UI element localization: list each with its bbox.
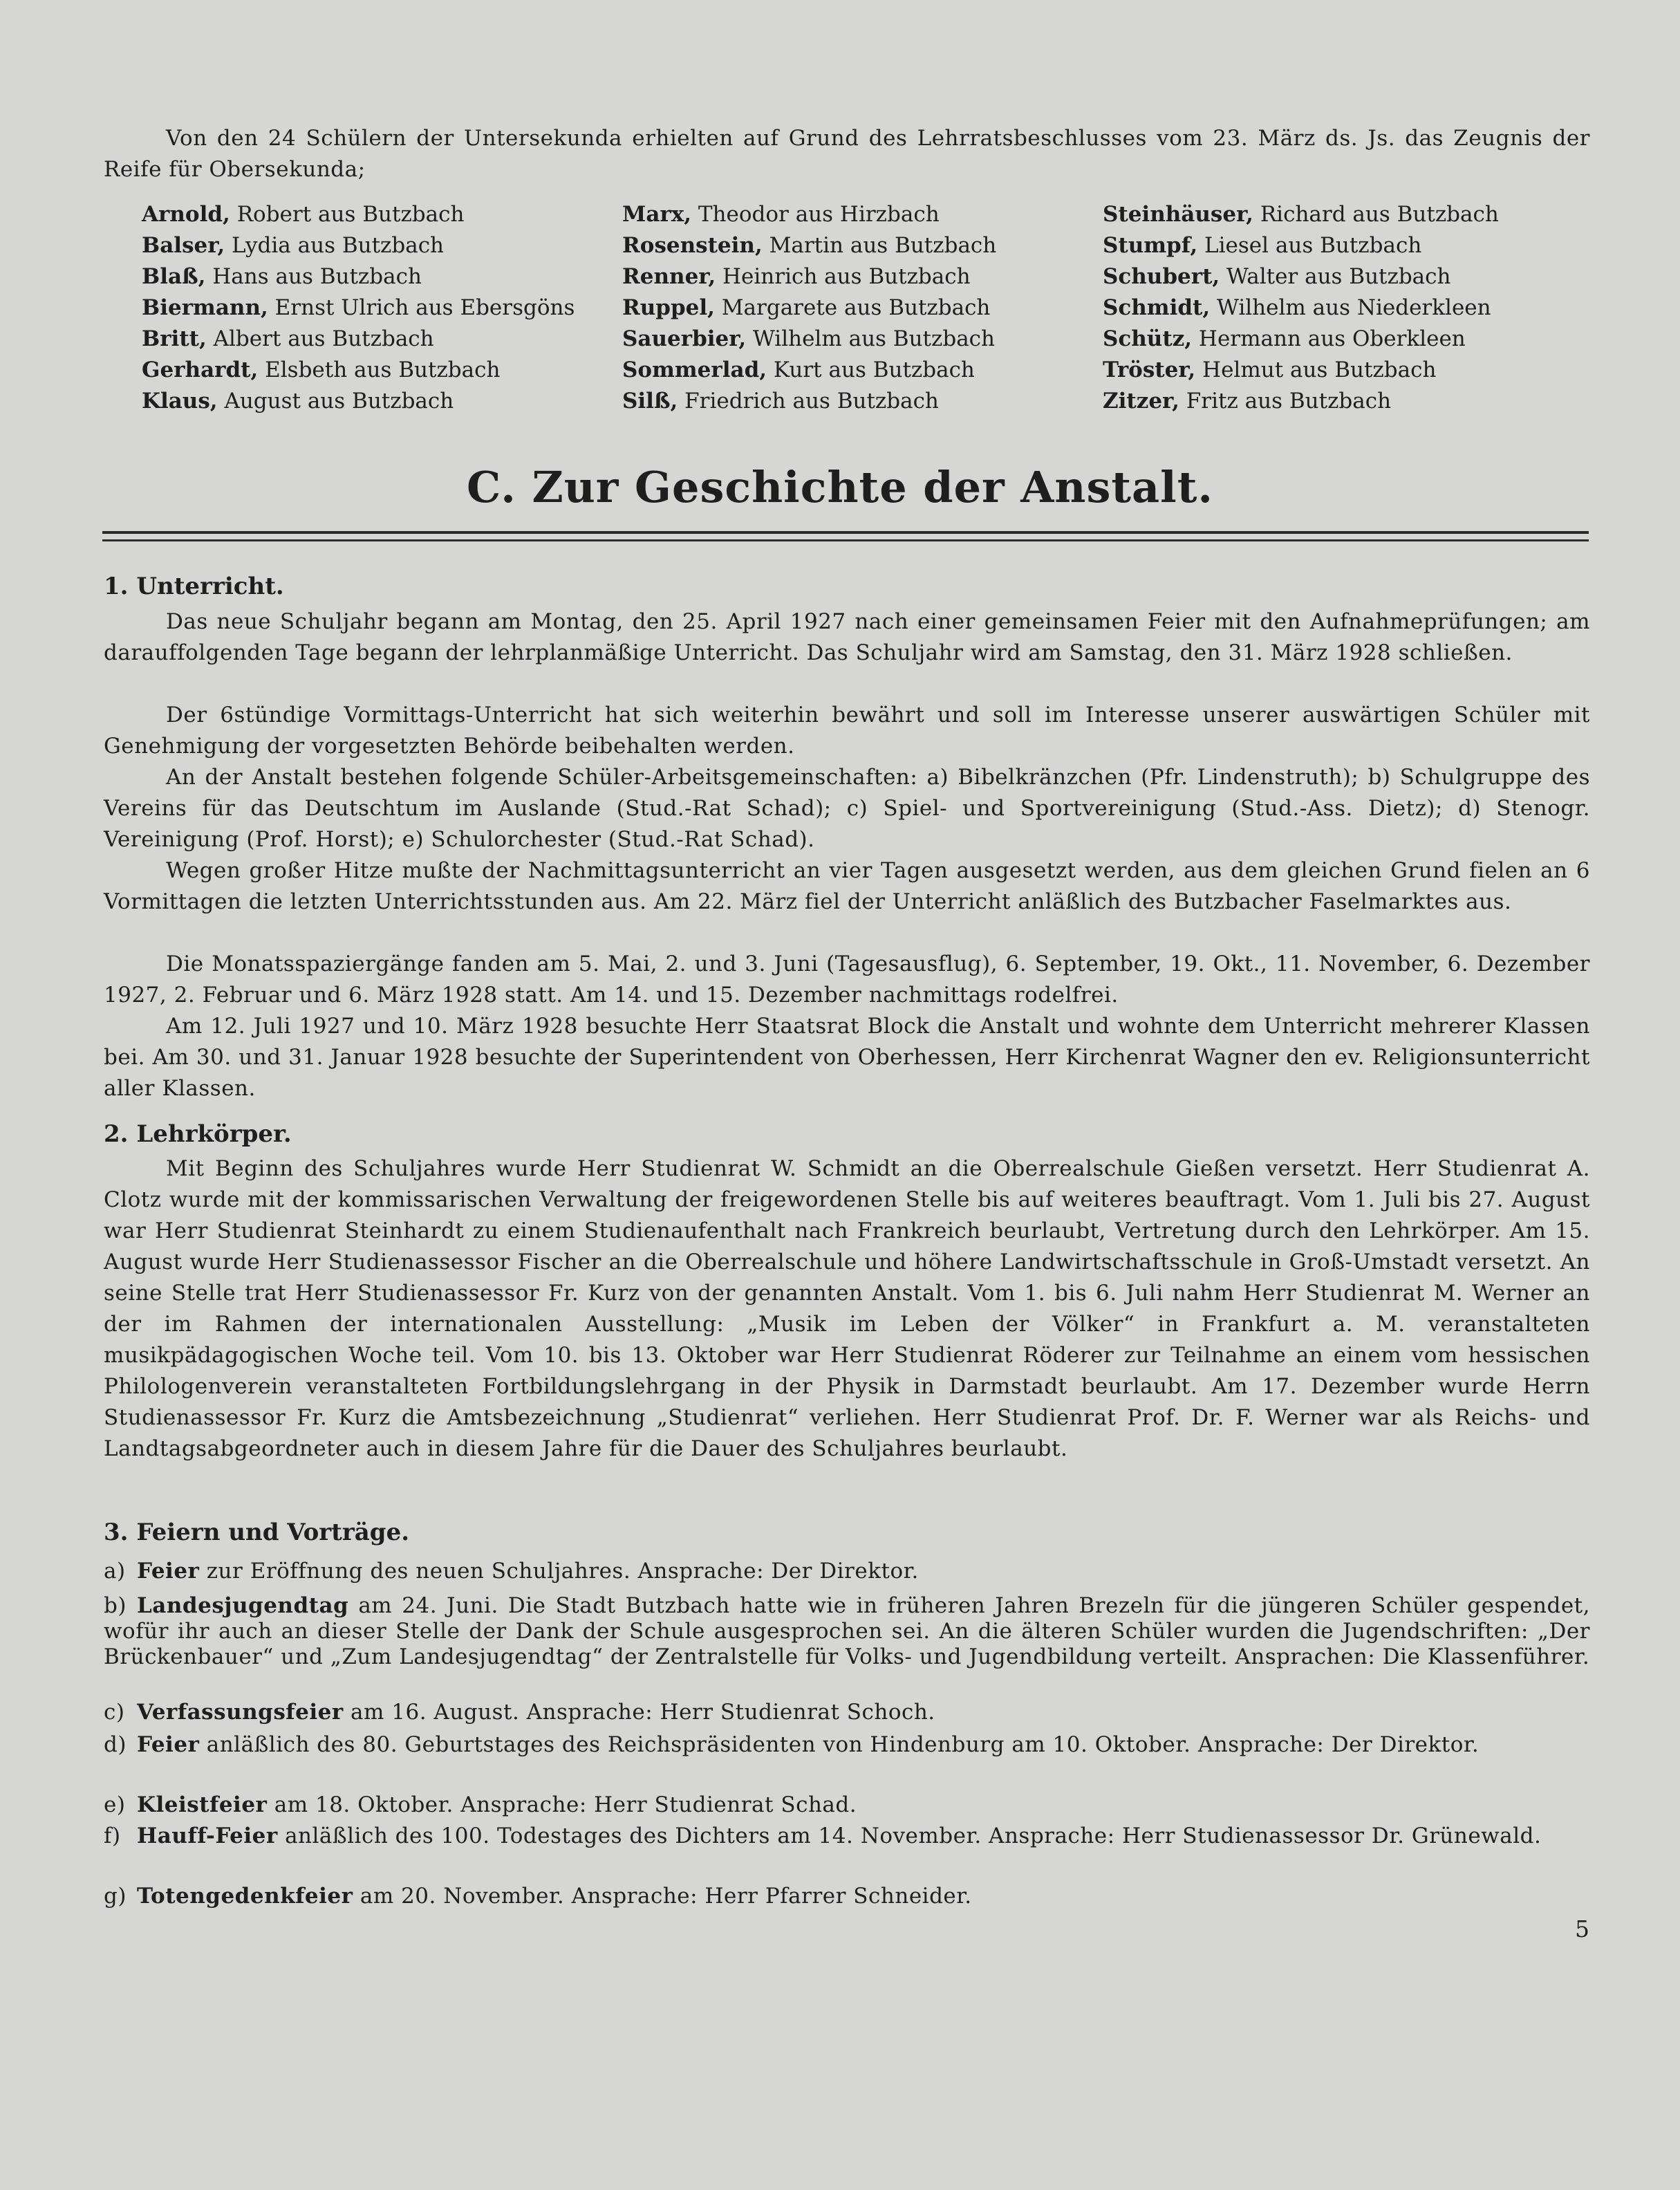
list-item [142, 230, 575, 261]
student-detail: Ernst Ulrich aus Ebersgöns [268, 295, 575, 320]
student-detail: Hermann aus Oberkleen [1192, 326, 1466, 351]
list-item [104, 1792, 1590, 1818]
item-text: am 24. Juni. Die Stadt Butzbach hatte wie in früheren Jahren Brezeln für die jüngeren Schüler gespendet, wofür ihr auch an dieser Stelle der Dank der Schule ausgesprochen sei. An die älteren Schüler wurden die Jugendschriften: „Der Brückenbauer“ und „Zum Landesjugendtag“ der Zentralstelle für Volks- und Jugendbildung verteilt. Ansprachen: Die Klassenführer. [104, 1593, 1590, 1669]
item-label: a) [104, 1559, 126, 1584]
student-detail: Wilhelm aus Niederkleen [1210, 295, 1491, 320]
list-item [622, 324, 996, 355]
student-column-2 [622, 199, 996, 417]
list-item [1103, 386, 1499, 417]
student-detail: August aus Butzbach [217, 389, 454, 414]
student-surname: Klaus, [142, 389, 218, 414]
student-detail: Kurt aus Butzbach [767, 358, 975, 382]
student-column-1 [142, 199, 575, 417]
student-surname: Steinhäuser, [1103, 202, 1253, 227]
student-column-3 [1103, 199, 1499, 417]
student-detail: Martin aus Butzbach [762, 233, 997, 258]
item-label: c) [104, 1700, 125, 1725]
student-detail: Elsbeth aus Butzbach [258, 358, 501, 382]
list-item [104, 1732, 1590, 1758]
item-label: f) [104, 1824, 121, 1848]
list-item [142, 355, 575, 386]
item-text: am 20. November. Ansprache: Herr Pfarrer Schneider. [353, 1884, 972, 1909]
student-detail: Helmut aus Butzbach [1195, 358, 1437, 382]
student-surname: Gerhardt, [142, 358, 259, 382]
unterricht-paragraph-3: An der Anstalt bestehen folgende Schüler-Arbeitsgemeinschaften: a) Bibelkränzchen (Pfr. Lindenstruth); b) Schulgruppe des Vereins für das Deutschtum im Auslande (Stud.-Rat Schad); c) Spiel- und Sportvereinigung (Stud.-Ass. Dietz); d) Stenogr. Vereinigung (Prof. Horst); e) Schulorchester (Stud.-Rat Schad). [104, 765, 1590, 852]
item-label: g) [104, 1884, 127, 1909]
list-item [1103, 199, 1499, 230]
item-label: b) [104, 1593, 127, 1618]
page-number: 5 [1575, 1915, 1589, 1942]
student-detail: Richard aus Butzbach [1253, 202, 1499, 227]
list-item [622, 355, 996, 386]
student-surname: Schütz, [1103, 326, 1193, 351]
item-text: anläßlich des 80. Geburtstages des Reichspräsidenten von Hindenburg am 10. Oktober. Ansprache: Der Direktor. [199, 1732, 1480, 1757]
intro-paragraph: Von den 24 Schülern der Untersekunda erhielten auf Grund des Lehrratsbeschlusses vom 23. März ds. Js. das Zeugnis der Reife für Obersekunda; [104, 126, 1590, 182]
list-item [104, 1884, 1590, 1909]
title-rule-top [102, 531, 1589, 534]
item-title: Landesjugendtag [137, 1593, 349, 1618]
student-detail: Lydia aus Butzbach [225, 233, 445, 258]
item-title: Hauff-Feier [137, 1824, 278, 1848]
student-surname: Schubert, [1103, 264, 1220, 289]
list-item [142, 324, 575, 355]
list-item [142, 199, 575, 230]
student-surname: Balser, [142, 233, 225, 258]
student-detail: Liesel aus Butzbach [1197, 233, 1422, 258]
item-title: Feier [137, 1559, 200, 1584]
item-title: Feier [137, 1732, 200, 1757]
student-surname: Schmidt, [1103, 295, 1211, 320]
list-item [142, 386, 575, 417]
student-detail: Robert aus Butzbach [230, 202, 465, 227]
section-title: C. Zur Geschichte der Anstalt. [467, 462, 1213, 512]
unterricht-paragraph-1: Das neue Schuljahr begann am Montag, den 25. April 1927 nach einer gemeinsamen Feier mit den Aufnahmeprüfungen; am darauffolgenden Tage begann der lehrplanmäßige Unterricht. Das Schuljahr wird am Samstag, den 31. März 1928 schließen. [104, 609, 1590, 665]
student-surname: Sommerlad, [622, 358, 767, 382]
item-text: zur Eröffnung des neuen Schuljahres. Ansprache: Der Direktor. [199, 1559, 919, 1584]
student-surname: Zitzer, [1103, 389, 1179, 414]
item-label: e) [104, 1792, 126, 1817]
list-item [622, 293, 996, 324]
list-item [622, 230, 996, 261]
item-text: am 16. August. Ansprache: Herr Studienrat Schoch. [343, 1700, 935, 1725]
student-detail: Friedrich aus Butzbach [678, 389, 939, 414]
student-surname: Renner, [622, 264, 716, 289]
list-item [1103, 230, 1499, 261]
heading-lehrkoerper: 2. Lehrkörper. [104, 1120, 292, 1148]
list-item [142, 261, 575, 293]
student-surname: Blaß, [142, 264, 206, 289]
student-detail: Walter aus Butzbach [1220, 264, 1451, 289]
student-surname: Arnold, [142, 202, 230, 227]
list-item [104, 1824, 1590, 1849]
student-surname: Rosenstein, [622, 233, 763, 258]
item-title: Kleistfeier [137, 1792, 268, 1817]
list-item [1103, 293, 1499, 324]
student-surname: Sauerbier, [622, 326, 747, 351]
list-item [1103, 355, 1499, 386]
student-detail: Margarete aus Butzbach [714, 295, 991, 320]
item-title: Verfassungsfeier [137, 1700, 344, 1725]
list-item [104, 1593, 1590, 1670]
item-label: d) [104, 1732, 127, 1757]
list-item [1103, 261, 1499, 293]
student-surname: Britt, [142, 326, 207, 351]
list-item [622, 386, 996, 417]
unterricht-paragraph-2: Der 6stündige Vormittags-Unterricht hat sich weiterhin bewährt und soll im Interesse unserer auswärtigen Schüler mit Genehmigung der vorgesetzten Behörde beibehalten werden. [104, 703, 1590, 759]
list-item [142, 293, 575, 324]
heading-unterricht: 1. Unterricht. [104, 573, 284, 600]
student-surname: Silß, [622, 389, 678, 414]
student-detail: Heinrich aus Butzbach [716, 264, 971, 289]
unterricht-paragraph-5: Die Monatsspaziergänge fanden am 5. Mai, 2. und 3. Juni (Tagesausflug), 6. September, 19. Okt., 11. November, 6. Dezember 1927, 2. Februar und 6. März 1928 statt. Am 14. und 15. Dezember nachmittags rodelfrei. [104, 952, 1590, 1008]
student-surname: Stumpf, [1103, 233, 1198, 258]
student-surname: Biermann, [142, 295, 268, 320]
student-detail: Albert aus Butzbach [206, 326, 434, 351]
student-detail: Theodor aus Hirzbach [691, 202, 940, 227]
student-detail: Hans aus Butzbach [205, 264, 422, 289]
student-surname: Ruppel, [622, 295, 715, 320]
item-text: am 18. Oktober. Ansprache: Herr Studienrat Schad. [267, 1792, 857, 1817]
list-item [622, 199, 996, 230]
list-item [1103, 324, 1499, 355]
list-item [104, 1700, 1590, 1725]
heading-feiern: 3. Feiern und Vorträge. [104, 1519, 410, 1546]
item-text: anläßlich des 100. Todestages des Dichters am 14. November. Ansprache: Herr Studienassessor Dr. Grünewald. [277, 1824, 1542, 1848]
list-item [622, 261, 996, 293]
unterricht-paragraph-6: Am 12. Juli 1927 und 10. März 1928 besuchte Herr Staatsrat Block die Anstalt und wohnte dem Unterricht mehrerer Klassen bei. Am 30. und 31. Januar 1928 besuchte der Superintendent von Oberhessen, Herr Kirchenrat Wagner den ev. Religionsunterricht aller Klassen. [104, 1014, 1590, 1101]
lehrkoerper-paragraph: Mit Beginn des Schuljahres wurde Herr Studienrat W. Schmidt an die Oberrealschule Gießen versetzt. Herr Studienrat A. Clotz wurde mit der kommissarischen Verwaltung der freigewordenen Stelle bis auf weiteres beauftragt. Vom 1. Juli bis 27. August war Herr Studienrat Steinhardt zu einem Studienaufenthalt nach Frankreich beurlaubt, Vertretung durch den Lehrkörper. Am 15. August wurde Herr Studienassessor Fischer an die Oberrealschule und höhere Landwirtschaftsschule in Groß-Umstadt versetzt. An seine Stelle trat Herr Studienassessor Fr. Kurz von der genannten Anstalt. Vom 1. bis 6. Juli nahm Herr Studienrat M. Werner an der im Rahmen der internationalen Ausstellung: „Musik im Leben der Völker“ in Frankfurt a. M. veranstalteten musikpädagogischen Woche teil. Vom 10. bis 13. Oktober war Herr Studienrat Röderer zur Teilnahme an einem vom hessischen Philologenverein veranstalteten Fortbildungslehrgang in der Physik in Darmstadt beurlaubt. Am 17. Dezember wurde Herrn Studienassessor Fr. Kurz die Amtsbezeichnung „Studienrat“ verliehen. Herr Studienrat Prof. Dr. F. Werner war als Reichs- und Landtagsabgeordneter auch in diesem Jahre für die Dauer des Schuljahres beurlaubt. [104, 1156, 1590, 1461]
unterricht-paragraph-4: Wegen großer Hitze mußte der Nachmittagsunterricht an vier Tagen ausgesetzt werden, aus dem gleichen Grund fielen an 6 Vormittagen die letzten Unterrichtsstunden aus. Am 22. März fiel der Unterricht anläßlich des Butzbacher Faselmarktes aus. [104, 858, 1590, 914]
student-surname: Marx, [622, 202, 692, 227]
student-detail: Wilhelm aus Butzbach [746, 326, 996, 351]
student-detail: Fritz aus Butzbach [1179, 389, 1392, 414]
student-surname: Tröster, [1103, 358, 1196, 382]
title-rule-bottom [102, 539, 1589, 541]
list-item [104, 1559, 1590, 1584]
item-title: Totengedenkfeier [137, 1884, 353, 1909]
